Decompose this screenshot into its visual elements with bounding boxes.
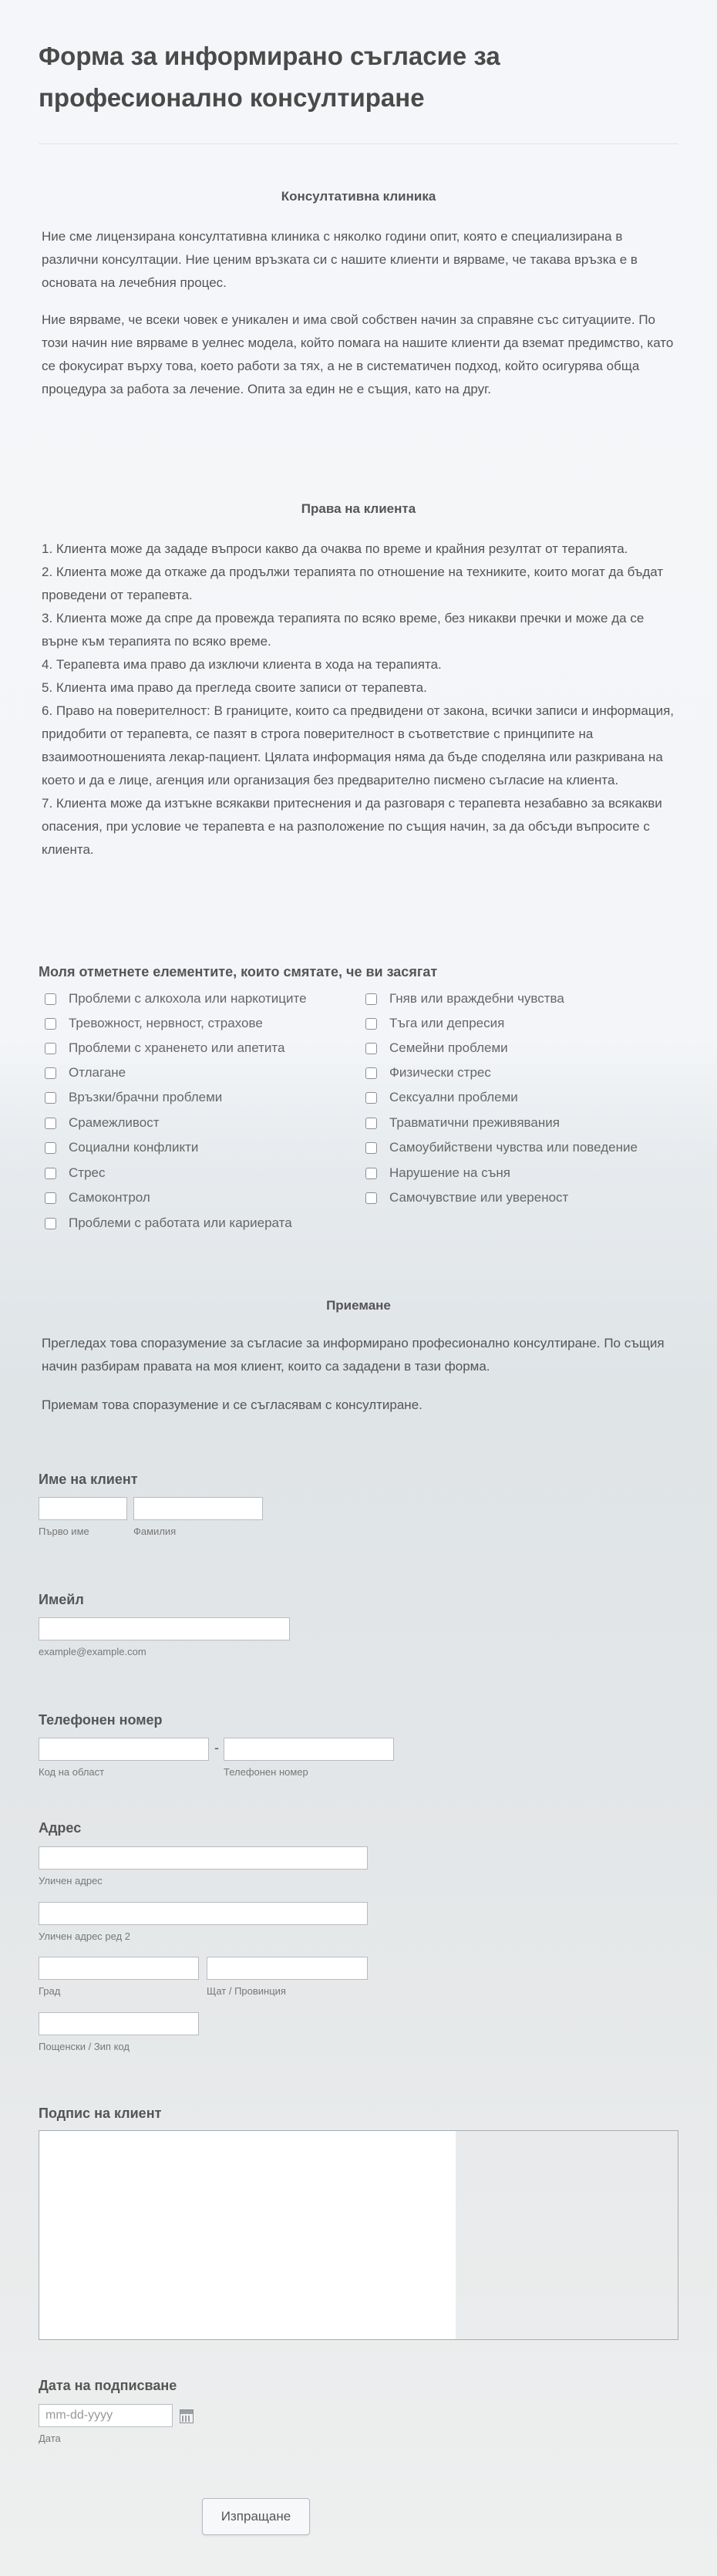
checkbox-label: Срамежливост (69, 1115, 160, 1130)
checkbox-item[interactable] (45, 1214, 292, 1232)
zip-sublabel: Пощенски / Зип код (39, 2041, 130, 2052)
form-title: Форма за информирано съгласие за професионално консултиране (39, 42, 500, 112)
checkbox-item[interactable] (365, 1164, 510, 1182)
date-input[interactable] (39, 2404, 173, 2427)
checkbox-label: Семейни проблеми (389, 1040, 508, 1055)
checkbox-item[interactable] (365, 1114, 560, 1132)
acceptance-paragraph-1: Прегледах това споразумение за съгласие за информирано професионално консултиране. По същия начин разбирам правата на моя клиент, които са зададени в тази форма. (42, 1336, 665, 1374)
title-divider (39, 143, 678, 144)
date-sublabel: Дата (39, 2433, 61, 2444)
submit-button[interactable]: Изпращане (202, 2498, 310, 2535)
phone-area-sublabel: Код на област (39, 1766, 105, 1778)
phone-number-input[interactable] (224, 1738, 394, 1761)
checkbox[interactable] (365, 1092, 377, 1104)
checkbox[interactable] (45, 1018, 56, 1030)
checkbox[interactable] (45, 1192, 56, 1204)
checkbox-item[interactable] (365, 990, 564, 1008)
city-input[interactable] (39, 1957, 199, 1980)
checkbox-label: Тъга или депресия (389, 1016, 505, 1030)
email-sublabel: example@example.com (39, 1646, 146, 1657)
street-address-2-sublabel: Уличен адрес ред 2 (39, 1930, 131, 1942)
checkbox-item[interactable] (45, 990, 307, 1008)
checkbox[interactable] (45, 1118, 56, 1129)
checkbox-item[interactable] (45, 1014, 263, 1033)
checkbox[interactable] (365, 1067, 377, 1079)
checkbox-item[interactable] (45, 1064, 126, 1082)
checkbox-label: Социални конфликти (69, 1140, 199, 1155)
checkbox[interactable] (365, 1043, 377, 1054)
rights-item: 5. Клиента има право да прегледа своите записи от терапевта. (42, 680, 427, 695)
rights-heading: Права на клиента (301, 501, 416, 516)
checkbox-item[interactable] (365, 1064, 491, 1082)
rights-item: 1. Клиента може да зададе въпроси какво да очаква по време и крайния резултат от терапията. (42, 541, 628, 556)
checkbox-label: Сексуални проблеми (389, 1090, 518, 1104)
checkbox-label: Физически стрес (389, 1065, 491, 1080)
checkbox-label: Тревожност, нервност, страхове (69, 1016, 263, 1030)
checkbox-label: Проблеми с работата или кариерата (69, 1216, 292, 1230)
rights-item: 4. Терапевта има право да изключи клиента в хода на терапията. (42, 657, 442, 672)
checkbox-label: Самоконтрол (69, 1190, 150, 1205)
checkbox[interactable] (365, 993, 377, 1005)
checkbox-item[interactable] (365, 1189, 568, 1207)
checkbox[interactable] (45, 1168, 56, 1179)
concerns-label: Моля отметнете елементите, които смятате, че ви засягат (39, 964, 438, 979)
rights-item: 6. Право на поверителност: В границите, които са предвидени от закона, всички записи и информация, придобити от терапевта, се пазят в строга поверителност в съответствие с принципите на взаимоотношенията лекар-пациент. Цялата информация няма да бъде споделяна или разкривана на което и да е лице, агенция или организация без предварително писмено съгласие на клиента. (42, 703, 675, 787)
acceptance-heading: Приемане (326, 1298, 391, 1313)
acceptance-paragraph-2: Приемам това споразумение и се съгласявам с консултиране. (42, 1398, 422, 1412)
checkbox[interactable] (45, 1218, 56, 1229)
first-name-sublabel: Първо име (39, 1526, 89, 1537)
checkbox[interactable] (45, 1142, 56, 1154)
rights-item: 2. Клиента може да откаже да продължи терапията по отношение на техниките, които могат да бъдат проведени от терапевта. (42, 565, 664, 602)
rights-list (42, 538, 678, 861)
checkbox-item[interactable] (365, 1039, 508, 1057)
checkbox[interactable] (45, 1092, 56, 1104)
clinic-paragraph-2: Ние вярваме, че всеки човек е уникален и има свой собствен начин за справяне със ситуациите. По този начин ние вярваме в уелнес модела, който помага на нашите клиенти да вземат предимство, като се фокусират върху това, което работи за тях, а не в систематичен подход, който осигурява обща процедура за работа за лечение. Опита за един не е същия, като на друг. (42, 312, 674, 396)
checkbox-item[interactable] (45, 1138, 198, 1157)
checkbox[interactable] (365, 1168, 377, 1179)
signature-pad[interactable] (39, 2131, 456, 2339)
checkbox-label: Самоубийствени чувства или поведение (389, 1140, 638, 1155)
email-field[interactable] (39, 1617, 290, 1640)
checkbox-label: Травматични преживявания (389, 1115, 560, 1130)
street-address-input[interactable] (39, 1846, 368, 1870)
checkbox-item[interactable] (45, 1039, 284, 1057)
checkbox-label: Проблеми с алкохола или наркотиците (69, 991, 307, 1006)
clinic-heading: Консултативна клиника (281, 189, 436, 204)
zip-input[interactable] (39, 2012, 199, 2035)
signature-box (39, 2130, 678, 2340)
calendar-icon[interactable] (180, 2409, 194, 2423)
checkbox[interactable] (45, 993, 56, 1005)
name-label: Име на клиент (39, 1472, 138, 1487)
street-address-2-input[interactable] (39, 1902, 368, 1925)
email-label: Имейл (39, 1592, 84, 1607)
checkbox-item[interactable] (45, 1088, 222, 1107)
state-sublabel: Щат / Провинция (207, 1985, 286, 1997)
last-name-input[interactable] (133, 1497, 263, 1520)
address-label: Адрес (39, 1820, 82, 1836)
checkbox-label: Отлагане (69, 1065, 126, 1080)
city-sublabel: Град (39, 1985, 61, 1997)
checkbox[interactable] (45, 1067, 56, 1079)
rights-item: 7. Клиента може да изтъкне всякакви притеснения и да разговаря с терапевта незабавно за всякакви опасения, при условие че терапевта е на разположение по същия начин, за да обсъди въпросите с клиента. (42, 796, 662, 857)
checkbox[interactable] (365, 1192, 377, 1204)
checkbox-item[interactable] (45, 1114, 160, 1132)
checkbox-item[interactable] (45, 1164, 105, 1182)
phone-number-sublabel: Телефонен номер (224, 1766, 308, 1778)
checkbox-label: Стрес (69, 1165, 106, 1180)
rights-item: 3. Клиента може да спре да провежда терапията по всяко време, без никакви пречки и може да се върне към терапията по всяко време. (42, 611, 645, 649)
checkbox-label: Самочувствие или увереност (389, 1190, 569, 1205)
checkbox-item[interactable] (365, 1014, 504, 1033)
checkbox-label: Гняв или враждебни чувства (389, 991, 564, 1006)
street-address-sublabel: Уличен адрес (39, 1875, 103, 1886)
first-name-input[interactable] (39, 1497, 127, 1520)
phone-area-input[interactable] (39, 1738, 209, 1761)
phone-separator: - (214, 1740, 219, 1755)
checkbox-label: Връзки/брачни проблеми (69, 1090, 223, 1104)
date-label: Дата на подписване (39, 2378, 177, 2393)
checkbox-item[interactable] (365, 1088, 518, 1107)
checkbox[interactable] (45, 1043, 56, 1054)
phone-label: Телефонен номер (39, 1712, 163, 1728)
checkbox-item[interactable] (45, 1189, 150, 1207)
checkbox-label: Нарушение на съня (389, 1165, 510, 1180)
signature-label: Подпис на клиент (39, 2106, 162, 2121)
checkbox[interactable] (365, 1118, 377, 1129)
checkbox[interactable] (365, 1142, 377, 1154)
last-name-sublabel: Фамилия (133, 1526, 177, 1537)
checkbox-item[interactable] (365, 1138, 638, 1157)
clinic-paragraph-1: Ние сме лицензирана консултативна клиника с няколко години опит, която е специализирана в различни консултации. Ние ценим връзката си с нашите клиенти и вярваме, че такава връзка е в основата на лечебния процес. (42, 229, 638, 290)
checkbox-label: Проблеми с храненето или апетита (69, 1040, 285, 1055)
checkbox[interactable] (365, 1018, 377, 1030)
state-input[interactable] (207, 1957, 368, 1980)
